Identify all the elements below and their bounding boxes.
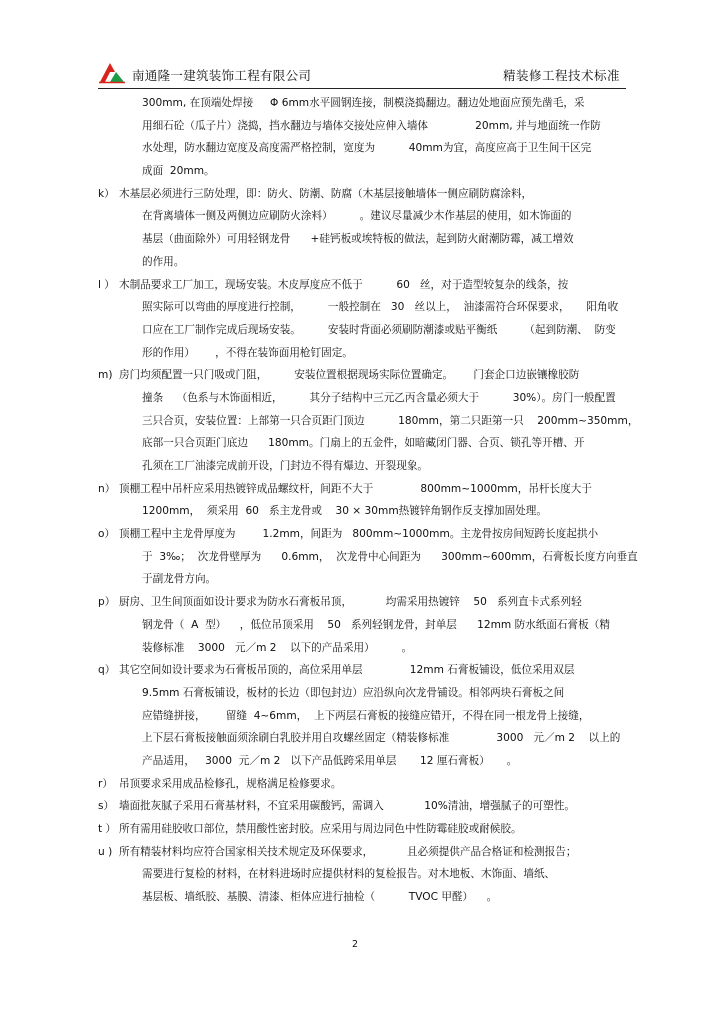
list-item [98, 659, 639, 772]
document-title: 精装修工程技术标准 [502, 68, 620, 83]
text-line: 于副龙骨方向。 [142, 573, 217, 586]
text-line: 水处理，防水翻边宽度及高度需严格控制，宽度为 40mm为宜，高度应高于卫生间干区完 [142, 142, 592, 155]
item-label: k） [98, 187, 115, 200]
text-line: 底部一只合页距门底边 180mm。门扇上的五金件，如暗藏闭门器、合页、锁孔等开槽、开 [142, 437, 585, 450]
list-item [98, 841, 639, 909]
text-line: 口应在工厂制作完成后现场安装。 安装时背面必须刷防潮漆或贴平衡纸 （起到防潮、 防变 [142, 323, 616, 336]
text-line: 在背离墙体一侧及两侧边应刷防火涂料） 。建议尽量减少木作基层的使用，如木饰面的 [142, 210, 572, 223]
item-label: q） [98, 664, 116, 677]
list-item [98, 183, 639, 274]
text-line: 9.5mm 石膏板铺设，板材的长边（即包封边）应沿纵向次龙骨铺设。相邻两块石膏板之间 [142, 686, 565, 699]
text-line: 用细石砼（瓜子片）浇捣，挡水翻边与墙体交接处应伸入墙体 20mm, 并与地面统一作防 [142, 119, 601, 132]
page-header [98, 58, 626, 89]
list-item [98, 274, 639, 365]
text-line: 顶棚工程中吊杆应采用热镀锌成品螺纹杆，间距不大于 800mm~1000mm，吊杆长度大于 [119, 482, 592, 495]
item-label: o） [98, 528, 116, 541]
item-label: n） [98, 482, 116, 495]
text-line: 照实际可以弯曲的厚度进行控制， 一般控制在 30 丝以上， 油漆需符合环保要求， 阳角收 [142, 301, 619, 314]
text-line: 孔须在工厂油漆完成前开设，门封边不得有爆边、开裂现象。 [142, 460, 429, 472]
text-line: 成面 20mm。 [142, 165, 215, 178]
text-line: 所有需用硅胶收口部位，禁用酸性密封胶。应采用与周边同色中性防霉硅胶或耐候胶。 [119, 823, 522, 835]
text-line: 上下层石膏板接触面须涂刷白乳胶并用自攻螺丝固定（精装修标准 3000 元／m 2 以上的 [142, 732, 621, 745]
text-line: 木制品要求工厂加工，现场安装。木皮厚度应不低于 60 丝，对于造型较复杂的线条，按 [119, 278, 569, 291]
text-line: 厨房、卫生间顶面如设计要求为防水石膏板吊顶， 均需采用热镀锌 50 系列直卡式系列轻 [119, 596, 582, 609]
text-line: 其它空间如设计要求为石膏板吊顶的，高位采用单层 12mm 石膏板铺设，低位采用双层 [119, 664, 575, 677]
item-label: s） [98, 800, 115, 813]
text-line: 形的作用） ，不得在装饰面用枪钉固定。 [142, 346, 353, 359]
text-line: 木基层必须进行三防处理，即：防火、防潮、防腐（木基层接触墙体一侧应刷防腐涂料， [119, 187, 533, 200]
page-number: 2 [352, 939, 359, 950]
text-line: 装修标准 3000 元／m 2 以下的产品采用） 。 [142, 641, 413, 654]
text-line: 于 3‰； 次龙骨壁厚为 0.6mm， 次龙骨中心间距为 300mm~600mm，石膏板长度方向垂直 [142, 550, 638, 563]
list-item [98, 591, 639, 659]
company-logo-icon [98, 60, 126, 84]
list-item [98, 818, 639, 841]
text-line: 三只合页，安装位置：上部第一只合页距门顶边 180mm，第二只距第一只 200mm~350mm， [142, 414, 639, 427]
text-line: 吊顶要求采用成品检修孔，规格满足检修要求。 [119, 777, 342, 790]
text-line: 应错缝拼接， 留缝 4~6mm， 上下两层石膏板的接缝应错开，不得在同一根龙骨上接缝， [142, 709, 590, 722]
text-line: 产品适用， 3000 元／m 2 以下产品低跨采用单层 12 厘石膏板） 。 [142, 754, 518, 767]
text-line: 的作用。 [142, 255, 185, 268]
item-label: m) [98, 369, 113, 382]
item-label: t ） [98, 823, 117, 835]
list-item [98, 795, 639, 818]
text-line: 基层（曲面除外）可用轻钢龙骨 +硅钙板或埃特板的做法，起到防火耐潮防霉，减工增效 [142, 233, 574, 246]
item-label: l ） [98, 278, 115, 291]
list-item [98, 364, 639, 477]
list-item [98, 478, 639, 523]
text-line: 墙面批灰腻子采用石膏基材料，不宜采用碳酸钙，需调入 10%清油，增强腻子的可塑性。 [119, 800, 575, 813]
text-line: 所有精装材料均应符合国家相关技术规定及环保要求， 且必须提供产品合格证和检测报告； [119, 845, 577, 858]
text-line: 顶棚工程中主龙骨厚度为 1.2mm，间距为 800mm~1000mm。主龙骨按房间短跨长度起拱小 [119, 528, 599, 541]
item-label: u ) [98, 845, 113, 858]
list-item [98, 773, 639, 796]
text-line: 基层板、墙纸胶、基膜、清漆、柜体应进行抽检（ TVOC 甲醛） 。 [142, 891, 498, 904]
item-label: p） [98, 596, 116, 609]
text-line: 300mm, 在顶端处焊接 Φ 6mm水平圆钢连接，制模浇捣翻边。翻边处地面应预先凿毛，采 [142, 97, 585, 109]
intro-paragraph [119, 92, 639, 183]
text-line: 需要进行复检的材料，在材料进场时应提供材料的复检报告。对木地板、木饰面、墙纸、 [142, 868, 556, 881]
company-name: 南通隆一建筑装饰工程有限公司 [132, 68, 312, 83]
text-line: 房门均须配置一只门吸或门阻， 安装位置根据现场实际位置确定。 门套企口边嵌镶橡胶防 [119, 369, 580, 382]
item-label: r） [98, 777, 113, 790]
text-line: 钢龙骨（ A 型） ，低位吊顶采用 50 系列轻钢龙骨，封单层 12mm 防水纸面石膏板（精 [142, 618, 610, 631]
document-body [98, 92, 639, 909]
list-item [98, 523, 639, 591]
text-line: 撞条 （色系与木饰面相近， 其分子结构中三元乙丙含量必须大于 30%）。房门一般配置 [142, 391, 616, 404]
text-line: 1200mm， 须采用 60 系主龙骨或 30 × 30mm热镀锌角钢作反支撑加固处理。 [142, 505, 547, 518]
